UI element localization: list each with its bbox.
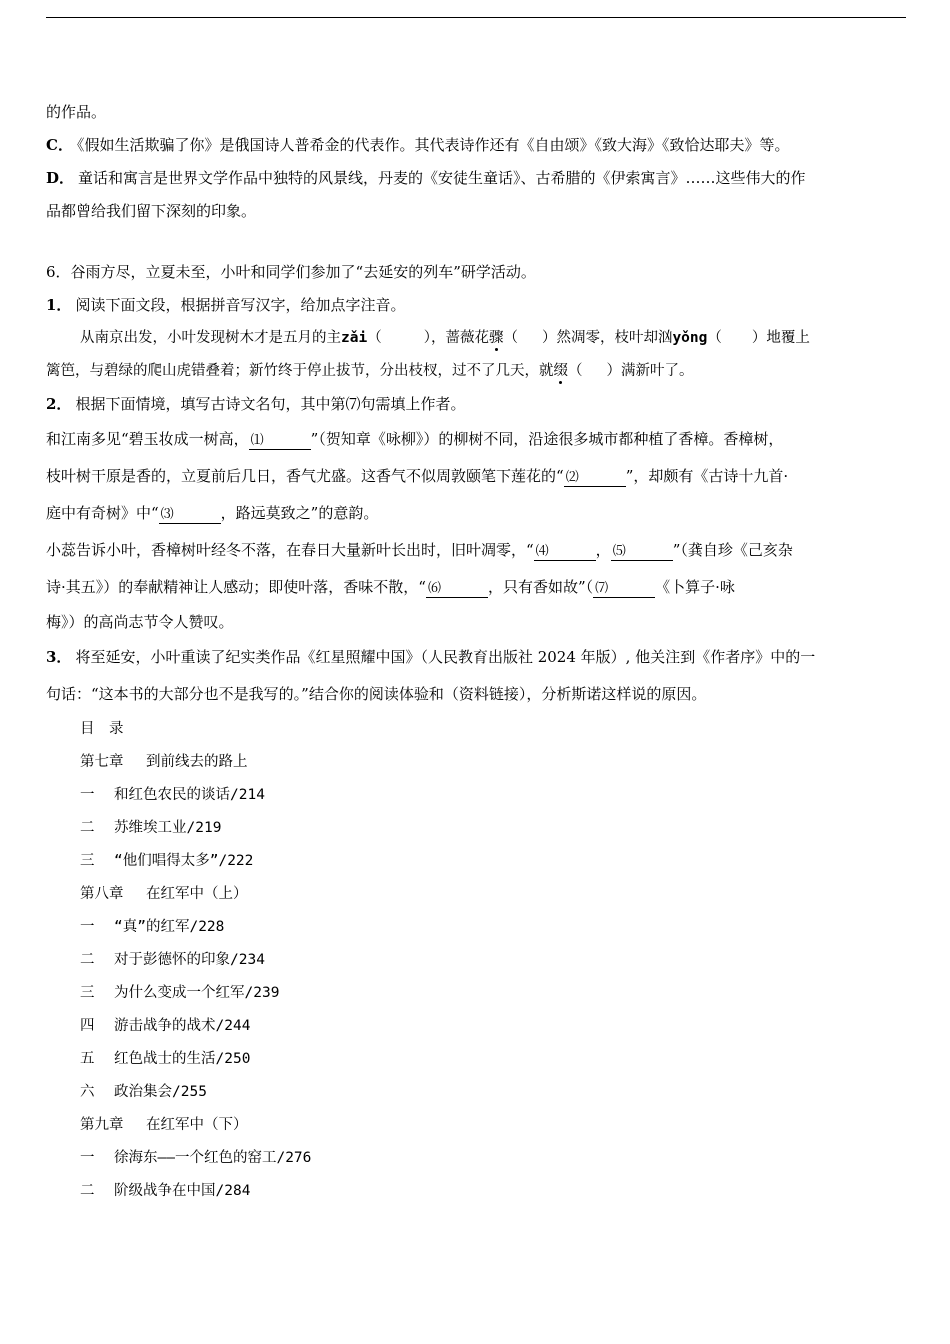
blank-3[interactable]: ⑶	[159, 507, 221, 524]
sub-question-3-cont: 句话：“这本书的大部分也不是我写的。”结合你的阅读体验和（资料链接），分析斯诺这样说的原因。	[46, 685, 707, 703]
answer-paren[interactable]: （ ）	[503, 330, 557, 346]
question-6-title: 6．谷雨方尽，立夏未至，小叶和同学们参加了“去延安的列车”研学活动。	[46, 263, 536, 281]
poem-line-5: 诗·其五》）的奉献精神让人感动；即使叶落，香味不散，“ ⑹ ，只有香如故”（ ⑺ 《卜算子·咏	[46, 578, 735, 596]
toc-item	[46, 845, 906, 878]
option-d	[46, 162, 906, 195]
poem-line-2: 枝叶树干原是香的，立夏前后几日，香气尤盛。这香气不似周敦颐笔下莲花的“ ⑵ ”，却颇有《古诗十九首·	[46, 467, 789, 485]
poem-line-6: 梅》）的高尚志节令人赞叹。	[46, 613, 234, 631]
toc-item-title: 苏维埃工业/219	[114, 820, 222, 836]
spacer	[46, 228, 906, 256]
pinyin-yong: yǒng	[672, 330, 708, 346]
header-rule	[46, 17, 906, 18]
option-d-label: D．	[46, 169, 75, 187]
toc-item-number: 五	[80, 1051, 95, 1067]
sub-question-1-label: 1．	[46, 296, 72, 314]
exam-page	[46, 96, 906, 1208]
toc-item-title: 对于彭德怀的印象/234	[114, 952, 265, 968]
toc-item	[46, 812, 906, 845]
blank-4[interactable]: ⑷	[534, 544, 596, 561]
toc-item-title: 为什么变成一个红军/239	[114, 985, 280, 1001]
toc-item-title: 游击战争的战术/244	[114, 1018, 251, 1034]
blank-1[interactable]: ⑴	[249, 433, 311, 450]
toc-item-title: 和红色农民的谈话/214	[114, 787, 265, 803]
toc-item-title: 到前线去的路上	[146, 754, 248, 770]
sub-question-2-prompt: 根据下面情境，填写古诗文名句，其中第⑺句需填上作者。	[75, 395, 466, 413]
toc-item-number: 第八章	[80, 886, 124, 902]
blank-7[interactable]: ⑺	[593, 581, 655, 598]
toc-item	[46, 977, 906, 1010]
option-c	[46, 129, 906, 162]
toc-item-number: 三	[80, 853, 95, 869]
toc-item	[46, 878, 906, 911]
toc-item-number: 四	[80, 1018, 95, 1034]
toc-item-number: 六	[80, 1084, 95, 1100]
toc-item	[46, 1076, 906, 1109]
toc-item-number: 二	[80, 820, 95, 836]
blank-5[interactable]: ⑸	[611, 544, 673, 561]
toc-item-title: 阶级战争在中国/284	[114, 1183, 251, 1199]
poem-line-3: 庭中有奇树》中“ ⑶ ，路远莫致之”的意韵。	[46, 504, 379, 522]
poem-line-4: 小蕊告诉小叶，香樟树叶经冬不落，在春日大量新叶长出时，旧叶凋零，“ ⑷ ， ⑸ ”（龚自珍《己亥杂	[46, 541, 793, 559]
poem-line-1: 和江南多见“碧玉妆成一树高， ⑴ ”（贺知章《咏柳》）的柳树不同，沿途很多城市都种植了香樟。香樟树，	[46, 430, 784, 448]
sub-question-3-text-1: 将至延安，小叶重读了纪实类作品《红星照耀中国》（人民教育出版社 2024 年版）, 他关注到《作者序》中的一	[75, 648, 816, 666]
sub-question-3	[46, 639, 906, 676]
option-c-label: C．	[46, 136, 73, 154]
option-d-text-1: 童话和寓言是世界文学作品中独特的风景线，丹麦的《安徒生童话》、古希腊的《伊索寓言》……这些伟大的作	[78, 169, 806, 187]
toc-item	[46, 1109, 906, 1142]
toc-item	[46, 1142, 906, 1175]
option-d-cont: 品都曾给我们留下深刻的印象。	[46, 202, 257, 220]
sub-question-2	[46, 388, 906, 421]
passage-line-2: 篱笆，与碧绿的爬山虎错叠着；新竹终于停止拔节，分出枝杈，过不了几天，就缀（ ）满新叶了。	[46, 355, 906, 388]
toc-heading: 目 录	[80, 721, 124, 737]
answer-paren[interactable]: （ ）	[367, 330, 431, 346]
toc-item	[46, 779, 906, 812]
toc-item	[46, 1043, 906, 1076]
toc-item-number: 一	[80, 1150, 95, 1166]
answer-paren[interactable]: （ ）	[568, 363, 621, 379]
toc-item-title: “真”的红军/228	[114, 919, 225, 935]
toc-item-title: 徐海东——一个红色的窑工/276	[114, 1150, 312, 1166]
toc-item	[46, 911, 906, 944]
option-c-text: 《假如生活欺骗了你》是俄国诗人普希金的代表作。其代表诗作还有《自由颂》《致大海》《致恰达耶夫》等。	[76, 136, 790, 154]
toc-item-number: 第七章	[80, 754, 124, 770]
toc-item-number: 一	[80, 787, 95, 803]
passage-line-1: 从南京出发，小叶发现树木才是五月的主zǎi（ ），蔷薇花骤（ ）然凋零，枝叶却汹yǒng（ ）地覆上	[46, 322, 906, 355]
blank-6[interactable]: ⑹	[426, 581, 488, 598]
toc-item-title: 在红军中（下）	[146, 1117, 248, 1133]
sub-question-2-label: 2．	[46, 395, 72, 413]
toc-item-number: 三	[80, 985, 95, 1001]
toc-list	[46, 746, 906, 1208]
option-b-tail: 的作品。	[46, 103, 107, 121]
pinyin-zai: zǎi	[341, 330, 368, 346]
toc-item-number: 二	[80, 952, 95, 968]
blank-2[interactable]: ⑵	[564, 470, 626, 487]
toc-item	[46, 1010, 906, 1043]
sub-question-3-label: 3．	[46, 648, 72, 666]
dotted-char-zhou: 骤	[489, 322, 504, 355]
answer-paren[interactable]: （ ）	[707, 330, 767, 346]
sub-question-1-prompt: 阅读下面文段，根据拼音写汉字，给加点字注音。	[75, 296, 406, 314]
toc-item-title: “他们唱得太多”/222	[114, 853, 254, 869]
toc-item-title: 红色战士的生活/250	[114, 1051, 251, 1067]
toc-item	[46, 746, 906, 779]
toc-item-title: 在红军中（上）	[146, 886, 248, 902]
sub-question-1	[46, 289, 906, 322]
toc-item-number: 第九章	[80, 1117, 124, 1133]
toc-item	[46, 1175, 906, 1208]
toc-item-title: 政治集会/255	[114, 1084, 207, 1100]
toc-item-number: 二	[80, 1183, 95, 1199]
toc-item	[46, 944, 906, 977]
dotted-char-zhui: 缀	[554, 355, 569, 388]
toc-item-number: 一	[80, 919, 95, 935]
